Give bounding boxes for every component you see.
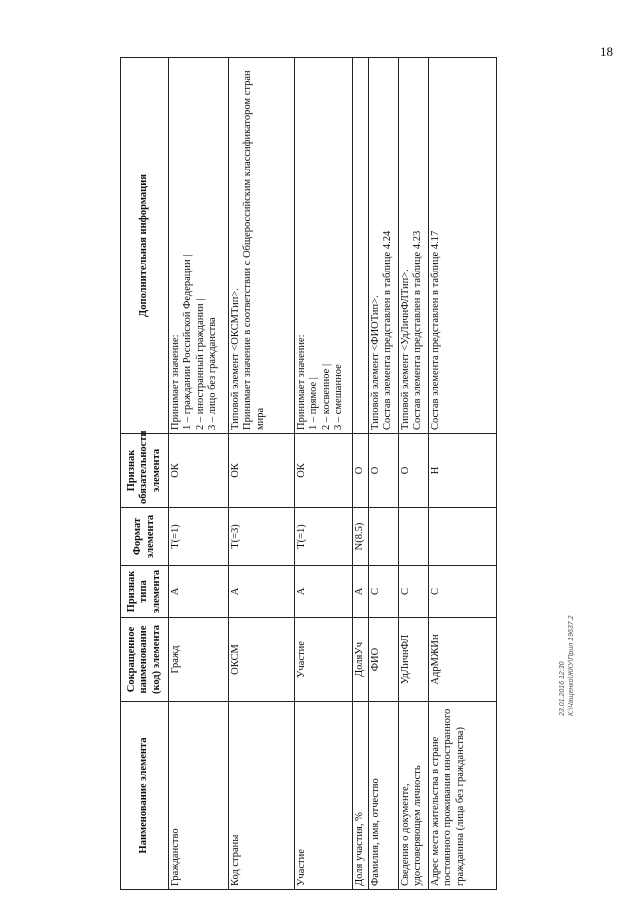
info-line: Типовой элемент <ОКСМТип>. <box>230 288 241 430</box>
info-line: Состав элемента представлен в таблице 4.17 <box>430 230 441 430</box>
cell-required: О <box>353 434 369 508</box>
cell-required: ОК <box>169 434 229 508</box>
cell-name: Участие <box>295 702 353 890</box>
info-line: Типовой элемент <ФИОТип>. <box>370 295 381 430</box>
rotated-table-container <box>120 58 466 890</box>
cell-info <box>295 58 353 434</box>
cell-info <box>429 58 497 434</box>
info-line: 2 – косвенное | <box>320 363 332 430</box>
info-line: 2 – иностранный граждании | <box>194 298 206 430</box>
cell-type: С <box>369 566 399 618</box>
header-additional-info: Дополнительная информация <box>121 58 169 434</box>
cell-required: О <box>369 434 399 508</box>
cell-code: ОКСМ <box>229 618 295 702</box>
cell-name: Сведения о документе, удостоверяющем личность <box>399 702 429 890</box>
info-line: Принимает значение в соответствии с Общероссийским классификатором стран мира <box>242 70 266 430</box>
header-element-code: Сокращенное наименование (код) элемента <box>121 618 169 702</box>
table-header-row <box>121 58 169 890</box>
cell-info <box>353 58 369 434</box>
table-row <box>429 58 497 890</box>
cell-code: Гражд <box>169 618 229 702</box>
cell-required: Н <box>429 434 497 508</box>
cell-code: Участие <box>295 618 353 702</box>
footer-timestamp: 23.01.2016 12:30 <box>559 661 566 716</box>
footer-file-path: К:\Чащенко\ЖКУ\Прил 19637.2 <box>568 615 576 716</box>
cell-code: ФИО <box>369 618 399 702</box>
cell-type: А <box>169 566 229 618</box>
table-row <box>229 58 295 890</box>
cell-required: ОК <box>295 434 353 508</box>
cell-info <box>399 58 429 434</box>
cell-format: T(=1) <box>295 508 353 566</box>
header-element-format: Формат элемента <box>121 508 169 566</box>
info-line: 3 – лицо без гражданства <box>207 317 219 430</box>
cell-info <box>229 58 295 434</box>
table-row <box>369 58 399 890</box>
table-row <box>399 58 429 890</box>
table-row <box>169 58 229 890</box>
cell-format <box>399 508 429 566</box>
header-element-required: Признак обязательности элемента <box>121 434 169 508</box>
header-element-type: Признак типа элемента <box>121 566 169 618</box>
cell-info <box>369 58 399 434</box>
footer-stamp <box>558 566 576 716</box>
table-row <box>353 58 369 890</box>
cell-format: T(=1) <box>169 508 229 566</box>
cell-format: T(=3) <box>229 508 295 566</box>
cell-type: С <box>399 566 429 618</box>
info-line: Принимает значение: <box>170 334 181 430</box>
cell-name: Адрес места жительства в стране постоянного проживания иностранного гражданина (лица без гражданства) <box>429 702 497 890</box>
elements-table <box>120 57 497 890</box>
cell-name: Код страны <box>229 702 295 890</box>
header-element-name: Наименование элемента <box>121 702 169 890</box>
cell-type: А <box>229 566 295 618</box>
info-line: 1 – граждании Российской Федерации | <box>182 254 194 430</box>
info-line: Состав элемента представлен в таблице 4.24 <box>382 230 394 430</box>
cell-type: А <box>353 566 369 618</box>
cell-required: ОК <box>229 434 295 508</box>
info-line: Состав элемента представлен в таблице 4.23 <box>412 230 424 430</box>
info-line: 3 – смешанное <box>333 364 345 430</box>
cell-code: ДоляУч <box>353 618 369 702</box>
info-line: Принимает значение: <box>296 334 307 430</box>
cell-format <box>429 508 497 566</box>
cell-format: N(8.5) <box>353 508 369 566</box>
table-row <box>295 58 353 890</box>
info-line: Типовой элемент <УдЛичнФЛТип>. <box>400 269 411 430</box>
cell-required: О <box>399 434 429 508</box>
cell-name: Гражданство <box>169 702 229 890</box>
cell-type: С <box>429 566 497 618</box>
info-line: 1 – прямое | <box>308 377 320 430</box>
cell-name: Фамилия, имя, отчество <box>369 702 399 890</box>
cell-code: АдрМЖИн <box>429 618 497 702</box>
cell-type: А <box>295 566 353 618</box>
page-number: 18 <box>600 44 613 59</box>
cell-format <box>369 508 399 566</box>
cell-code: УдЛичнФЛ <box>399 618 429 702</box>
cell-info <box>169 58 229 434</box>
cell-name: Доля участия, % <box>353 702 369 890</box>
